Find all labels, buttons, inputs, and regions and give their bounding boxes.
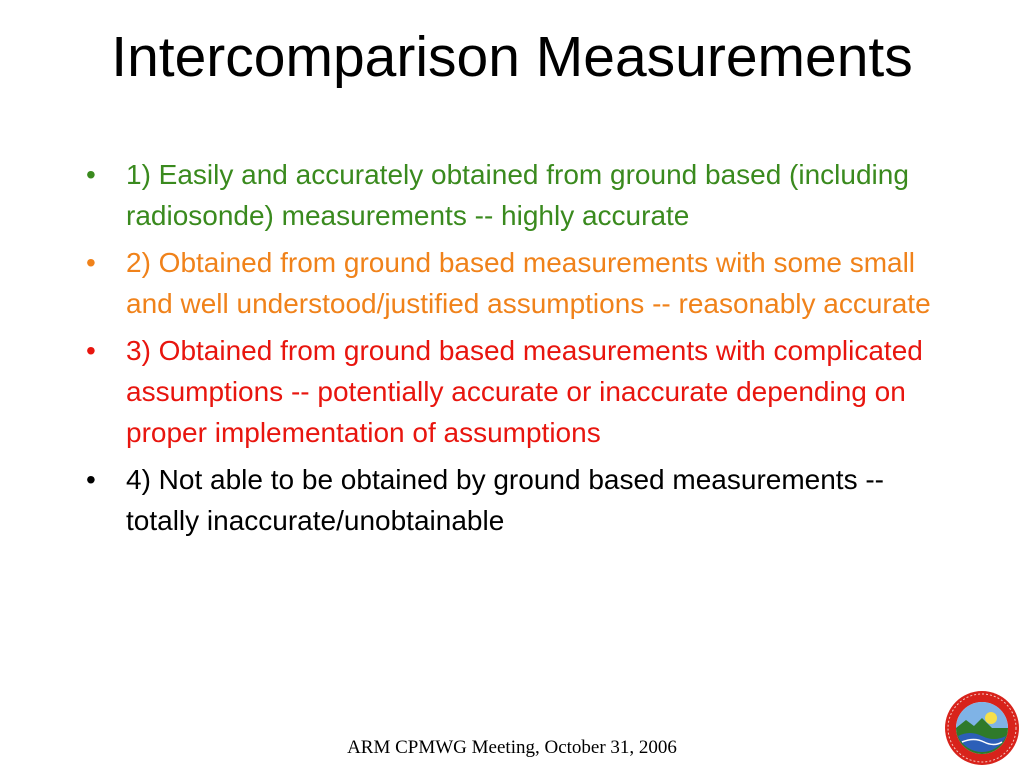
university-seal-icon [944,690,1020,766]
bullet-text: 3) Obtained from ground based measurements with complicated assumptions -- potentially accurate or inaccurate depending on proper implementation of assumptions [126,335,923,448]
bullet-marker: • [86,464,96,495]
bullet-item-4 [86,459,946,541]
bullet-marker: • [86,335,96,366]
bullet-list [86,154,946,547]
slide-title: Intercomparison Measurements [111,25,913,89]
footer-text: ARM CPMWG Meeting, October 31, 2006 [347,737,677,758]
bullet-marker: • [86,247,96,278]
bullet-text: 4) Not able to be obtained by ground based measurements -- totally inaccurate/unobtainable [126,464,885,536]
bullet-item-1 [86,154,946,236]
bullet-item-2 [86,242,946,324]
bullet-text: 2) Obtained from ground based measurements with some small and well understood/justified assumptions -- reasonably accurate [126,247,931,319]
bullet-text: 1) Easily and accurately obtained from ground based (including radiosonde) measurements -- highly accurate [126,159,909,231]
bullet-marker: • [86,159,96,190]
bullet-item-3 [86,330,946,453]
